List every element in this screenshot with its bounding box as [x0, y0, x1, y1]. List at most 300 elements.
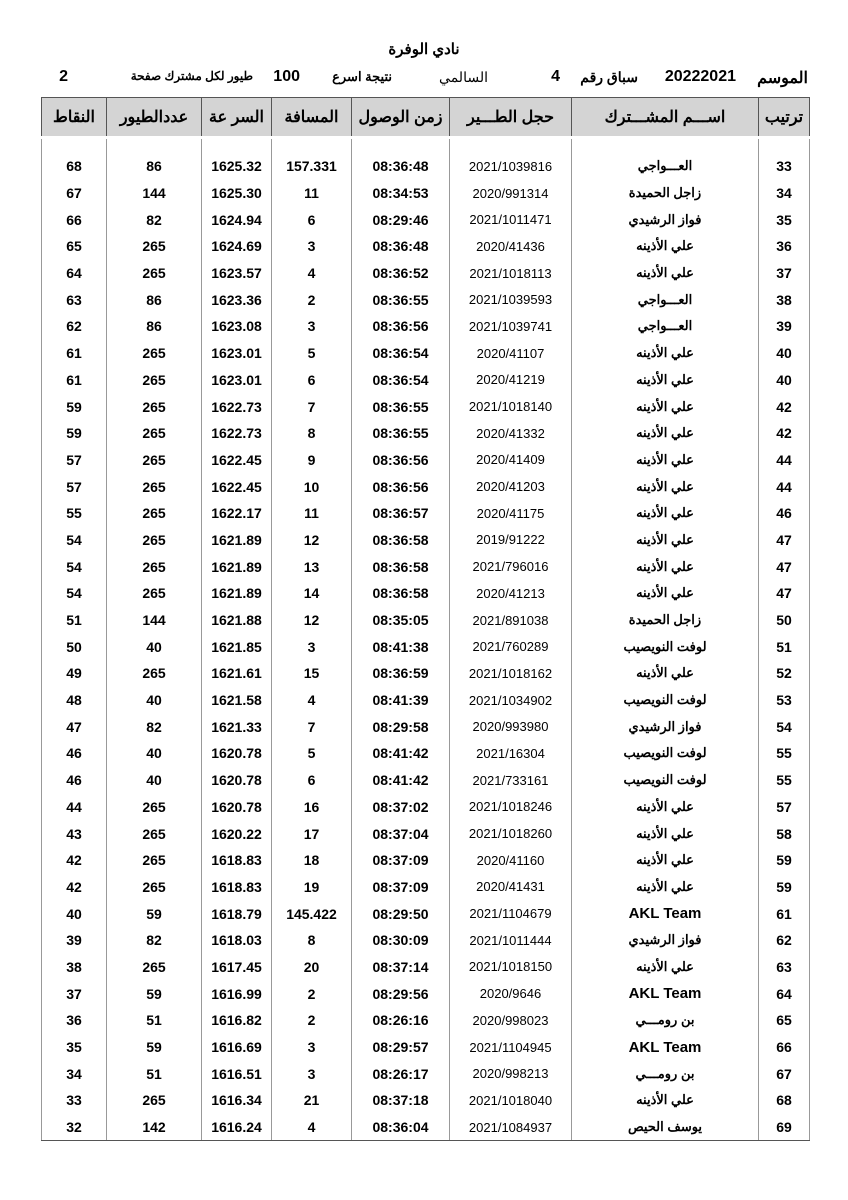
- cell-arrival-time: 08:36:58: [352, 580, 450, 607]
- race-info: [48, 68, 808, 90]
- cell-bird-count: 265: [107, 580, 202, 607]
- table-row: [42, 260, 810, 287]
- cell-arrival-time: 08:29:57: [352, 1034, 450, 1061]
- cell-distance: 21: [272, 1087, 352, 1114]
- spacer-cell: [107, 138, 202, 154]
- cell-bird-count: 265: [107, 954, 202, 981]
- cell-rank: 44: [759, 473, 810, 500]
- cell-arrival-time: 08:29:50: [352, 900, 450, 927]
- cell-member-name: زاجل الحميدة: [572, 180, 759, 207]
- cell-speed: 1620.22: [202, 820, 272, 847]
- cell-member-name: لوفت النويصيب: [572, 687, 759, 714]
- spacer-cell: [202, 138, 272, 154]
- table-row: [42, 607, 810, 634]
- table-row: [42, 713, 810, 740]
- cell-distance: 3: [272, 1034, 352, 1061]
- cell-bird-count: 265: [107, 847, 202, 874]
- cell-arrival-time: 08:41:42: [352, 740, 450, 767]
- cell-points: 49: [42, 660, 107, 687]
- cell-member-name: علي الأذينه: [572, 340, 759, 367]
- cell-rank: 34: [759, 180, 810, 207]
- cell-bird-count: 265: [107, 340, 202, 367]
- cell-ring-number: 2020/41436: [450, 233, 572, 260]
- cell-points: 42: [42, 874, 107, 901]
- cell-member-name: علي الأذينه: [572, 233, 759, 260]
- cell-points: 42: [42, 847, 107, 874]
- cell-bird-count: 59: [107, 1034, 202, 1061]
- table-row: [42, 900, 810, 927]
- race-label: سباق رقم: [580, 69, 638, 85]
- cell-arrival-time: 08:37:14: [352, 954, 450, 981]
- cell-ring-number: 2021/1104679: [450, 900, 572, 927]
- cell-distance: 12: [272, 527, 352, 554]
- cell-arrival-time: 08:35:05: [352, 607, 450, 634]
- cell-arrival-time: 08:37:04: [352, 820, 450, 847]
- cell-rank: 59: [759, 847, 810, 874]
- fastest-label: نتيجة اسرع: [332, 69, 392, 84]
- column-header-speed: السر عة: [202, 98, 272, 138]
- cell-bird-count: 265: [107, 447, 202, 474]
- cell-ring-number: 2021/891038: [450, 607, 572, 634]
- cell-member-name: علي الأذينه: [572, 794, 759, 821]
- cell-speed: 1622.45: [202, 447, 272, 474]
- cell-arrival-time: 08:37:18: [352, 1087, 450, 1114]
- cell-arrival-time: 08:36:56: [352, 473, 450, 500]
- cell-speed: 1621.89: [202, 527, 272, 554]
- cell-arrival-time: 08:41:38: [352, 633, 450, 660]
- fastest-count: 100: [273, 68, 300, 85]
- table-row: [42, 1114, 810, 1141]
- page-number: 2: [59, 68, 68, 85]
- cell-distance: 5: [272, 340, 352, 367]
- cell-points: 57: [42, 447, 107, 474]
- table-row: [42, 233, 810, 260]
- cell-bird-count: 144: [107, 607, 202, 634]
- cell-ring-number: 2020/41175: [450, 500, 572, 527]
- cell-ring-number: 2020/41219: [450, 367, 572, 394]
- table-row: [42, 286, 810, 313]
- cell-speed: 1618.03: [202, 927, 272, 954]
- season-label: الموسم: [757, 70, 808, 87]
- cell-speed: 1623.01: [202, 367, 272, 394]
- cell-member-name: علي الأذينه: [572, 553, 759, 580]
- cell-speed: 1621.58: [202, 687, 272, 714]
- cell-rank: 67: [759, 1060, 810, 1087]
- cell-points: 48: [42, 687, 107, 714]
- cell-rank: 47: [759, 527, 810, 554]
- cell-bird-count: 59: [107, 980, 202, 1007]
- cell-arrival-time: 08:36:56: [352, 313, 450, 340]
- cell-ring-number: 2021/1011471: [450, 206, 572, 233]
- cell-ring-number: 2020/41213: [450, 580, 572, 607]
- cell-points: 61: [42, 340, 107, 367]
- cell-ring-number: 2021/1018140: [450, 393, 572, 420]
- cell-distance: 20: [272, 954, 352, 981]
- cell-arrival-time: 08:41:42: [352, 767, 450, 794]
- cell-arrival-time: 08:29:46: [352, 206, 450, 233]
- cell-member-name: لوفت النويصيب: [572, 767, 759, 794]
- column-header-arrival-time: زمن الوصول: [352, 98, 450, 138]
- cell-arrival-time: 08:29:56: [352, 980, 450, 1007]
- table-row: [42, 874, 810, 901]
- cell-distance: 9: [272, 447, 352, 474]
- cell-distance: 2: [272, 286, 352, 313]
- table-row: [42, 767, 810, 794]
- cell-speed: 1623.57: [202, 260, 272, 287]
- table-row: [42, 447, 810, 474]
- spacer-cell: [272, 138, 352, 154]
- cell-member-name: فواز الرشيدي: [572, 927, 759, 954]
- cell-arrival-time: 08:36:54: [352, 367, 450, 394]
- cell-arrival-time: 08:36:48: [352, 233, 450, 260]
- cell-distance: 5: [272, 740, 352, 767]
- table-row: [42, 1060, 810, 1087]
- cell-ring-number: 2021/1018162: [450, 660, 572, 687]
- cell-speed: 1621.88: [202, 607, 272, 634]
- cell-member-name: علي الأذينه: [572, 393, 759, 420]
- spacer-cell: [759, 138, 810, 154]
- cell-member-name: علي الأذينه: [572, 473, 759, 500]
- column-header-rank: ترتيب: [759, 98, 810, 138]
- cell-speed: 1617.45: [202, 954, 272, 981]
- cell-points: 32: [42, 1114, 107, 1141]
- cell-ring-number: 2021/1039593: [450, 286, 572, 313]
- cell-member-name: العـــواجي: [572, 313, 759, 340]
- cell-member-name: AKL Team: [572, 900, 759, 927]
- cell-distance: 157.331: [272, 153, 352, 180]
- cell-rank: 55: [759, 767, 810, 794]
- cell-rank: 64: [759, 980, 810, 1007]
- spacer-row: [42, 138, 810, 154]
- cell-ring-number: 2020/41203: [450, 473, 572, 500]
- cell-speed: 1616.82: [202, 1007, 272, 1034]
- cell-bird-count: 265: [107, 473, 202, 500]
- cell-speed: 1623.01: [202, 340, 272, 367]
- cell-rank: 59: [759, 874, 810, 901]
- column-header-distance: المسافة: [272, 98, 352, 138]
- cell-bird-count: 265: [107, 527, 202, 554]
- cell-rank: 39: [759, 313, 810, 340]
- cell-points: 34: [42, 1060, 107, 1087]
- cell-rank: 47: [759, 580, 810, 607]
- cell-arrival-time: 08:36:48: [352, 153, 450, 180]
- table-row: [42, 580, 810, 607]
- cell-rank: 61: [759, 900, 810, 927]
- cell-arrival-time: 08:36:55: [352, 420, 450, 447]
- cell-bird-count: 265: [107, 820, 202, 847]
- cell-member-name: العـــواجي: [572, 153, 759, 180]
- cell-bird-count: 40: [107, 767, 202, 794]
- cell-arrival-time: 08:26:16: [352, 1007, 450, 1034]
- cell-points: 39: [42, 927, 107, 954]
- table-row: [42, 820, 810, 847]
- cell-speed: 1616.99: [202, 980, 272, 1007]
- table-row: [42, 740, 810, 767]
- per-member-label: طيور لكل مشترك صفحة: [130, 69, 253, 83]
- cell-member-name: AKL Team: [572, 980, 759, 1007]
- cell-bird-count: 265: [107, 233, 202, 260]
- cell-member-name: علي الأذينه: [572, 580, 759, 607]
- table-row: [42, 527, 810, 554]
- cell-points: 59: [42, 393, 107, 420]
- cell-bird-count: 82: [107, 713, 202, 740]
- cell-bird-count: 82: [107, 206, 202, 233]
- cell-bird-count: 51: [107, 1007, 202, 1034]
- cell-points: 33: [42, 1087, 107, 1114]
- cell-points: 68: [42, 153, 107, 180]
- cell-distance: 6: [272, 767, 352, 794]
- cell-member-name: علي الأذينه: [572, 500, 759, 527]
- cell-member-name: بن رومـــي: [572, 1060, 759, 1087]
- cell-arrival-time: 08:36:04: [352, 1114, 450, 1141]
- cell-member-name: علي الأذينه: [572, 420, 759, 447]
- cell-points: 65: [42, 233, 107, 260]
- cell-ring-number: 2021/1034902: [450, 687, 572, 714]
- cell-points: 35: [42, 1034, 107, 1061]
- cell-arrival-time: 08:29:58: [352, 713, 450, 740]
- cell-points: 67: [42, 180, 107, 207]
- cell-bird-count: 265: [107, 260, 202, 287]
- spacer-cell: [352, 138, 450, 154]
- cell-bird-count: 40: [107, 740, 202, 767]
- cell-arrival-time: 08:36:54: [352, 340, 450, 367]
- cell-ring-number: 2020/41107: [450, 340, 572, 367]
- cell-rank: 68: [759, 1087, 810, 1114]
- cell-bird-count: 86: [107, 313, 202, 340]
- cell-points: 63: [42, 286, 107, 313]
- cell-bird-count: 144: [107, 180, 202, 207]
- table-row: [42, 500, 810, 527]
- cell-points: 44: [42, 794, 107, 821]
- cell-points: 38: [42, 954, 107, 981]
- cell-ring-number: 2019/91222: [450, 527, 572, 554]
- cell-member-name: فواز الرشيدي: [572, 206, 759, 233]
- table-row: [42, 954, 810, 981]
- cell-distance: 3: [272, 633, 352, 660]
- cell-rank: 36: [759, 233, 810, 260]
- cell-points: 47: [42, 713, 107, 740]
- table-row: [42, 633, 810, 660]
- cell-arrival-time: 08:34:53: [352, 180, 450, 207]
- cell-bird-count: 265: [107, 1087, 202, 1114]
- cell-points: 57: [42, 473, 107, 500]
- cell-distance: 7: [272, 393, 352, 420]
- table-row: [42, 847, 810, 874]
- cell-rank: 42: [759, 420, 810, 447]
- cell-points: 43: [42, 820, 107, 847]
- cell-distance: 19: [272, 874, 352, 901]
- cell-ring-number: 2021/16304: [450, 740, 572, 767]
- cell-distance: 11: [272, 500, 352, 527]
- cell-distance: 3: [272, 1060, 352, 1087]
- cell-distance: 145.422: [272, 900, 352, 927]
- cell-rank: 42: [759, 393, 810, 420]
- cell-bird-count: 265: [107, 660, 202, 687]
- cell-distance: 8: [272, 420, 352, 447]
- race-location: السالمي: [439, 69, 488, 85]
- cell-member-name: العـــواجي: [572, 286, 759, 313]
- cell-bird-count: 265: [107, 553, 202, 580]
- column-header-points: النقاط: [42, 98, 107, 138]
- cell-rank: 52: [759, 660, 810, 687]
- cell-speed: 1621.89: [202, 553, 272, 580]
- cell-bird-count: 265: [107, 367, 202, 394]
- cell-speed: 1620.78: [202, 767, 272, 794]
- cell-arrival-time: 08:30:09: [352, 927, 450, 954]
- cell-arrival-time: 08:41:39: [352, 687, 450, 714]
- cell-points: 62: [42, 313, 107, 340]
- cell-arrival-time: 08:36:52: [352, 260, 450, 287]
- cell-ring-number: 2021/1084937: [450, 1114, 572, 1141]
- cell-bird-count: 265: [107, 500, 202, 527]
- cell-rank: 69: [759, 1114, 810, 1141]
- cell-points: 54: [42, 580, 107, 607]
- cell-ring-number: 2021/1018150: [450, 954, 572, 981]
- cell-points: 51: [42, 607, 107, 634]
- table-row: [42, 180, 810, 207]
- cell-points: 66: [42, 206, 107, 233]
- cell-arrival-time: 08:36:58: [352, 553, 450, 580]
- cell-member-name: علي الأذينه: [572, 447, 759, 474]
- cell-speed: 1621.33: [202, 713, 272, 740]
- cell-speed: 1616.24: [202, 1114, 272, 1141]
- cell-rank: 50: [759, 607, 810, 634]
- cell-rank: 37: [759, 260, 810, 287]
- cell-bird-count: 86: [107, 153, 202, 180]
- cell-distance: 13: [272, 553, 352, 580]
- cell-speed: 1616.34: [202, 1087, 272, 1114]
- cell-member-name: لوفت النويصيب: [572, 740, 759, 767]
- cell-bird-count: 142: [107, 1114, 202, 1141]
- cell-points: 54: [42, 527, 107, 554]
- cell-arrival-time: 08:36:56: [352, 447, 450, 474]
- table-row: [42, 1034, 810, 1061]
- cell-points: 37: [42, 980, 107, 1007]
- spacer-cell: [42, 138, 107, 154]
- cell-ring-number: 2021/1018246: [450, 794, 572, 821]
- cell-bird-count: 265: [107, 874, 202, 901]
- results-table: [41, 97, 810, 1141]
- cell-member-name: يوسف الحيص: [572, 1114, 759, 1141]
- cell-speed: 1620.78: [202, 794, 272, 821]
- table-row: [42, 206, 810, 233]
- cell-speed: 1622.73: [202, 393, 272, 420]
- column-header-bird-count: عددالطيور: [107, 98, 202, 138]
- cell-distance: 2: [272, 980, 352, 1007]
- cell-rank: 38: [759, 286, 810, 313]
- cell-bird-count: 265: [107, 420, 202, 447]
- cell-points: 50: [42, 633, 107, 660]
- cell-points: 36: [42, 1007, 107, 1034]
- cell-distance: 3: [272, 233, 352, 260]
- cell-member-name: علي الأذينه: [572, 847, 759, 874]
- cell-speed: 1621.61: [202, 660, 272, 687]
- cell-ring-number: 2021/1018260: [450, 820, 572, 847]
- cell-arrival-time: 08:26:17: [352, 1060, 450, 1087]
- cell-member-name: علي الأذينه: [572, 820, 759, 847]
- table-row: [42, 687, 810, 714]
- cell-distance: 6: [272, 206, 352, 233]
- cell-points: 64: [42, 260, 107, 287]
- cell-points: 55: [42, 500, 107, 527]
- cell-ring-number: 2021/1039816: [450, 153, 572, 180]
- cell-points: 54: [42, 553, 107, 580]
- cell-ring-number: 2020/41431: [450, 874, 572, 901]
- cell-distance: 4: [272, 1114, 352, 1141]
- table-row: [42, 393, 810, 420]
- column-header-member-name: اســـم المشـــترك: [572, 98, 759, 138]
- cell-arrival-time: 08:36:59: [352, 660, 450, 687]
- cell-ring-number: 2020/998023: [450, 1007, 572, 1034]
- season-value: 20222021: [664, 68, 736, 85]
- cell-points: 61: [42, 367, 107, 394]
- cell-speed: 1625.32: [202, 153, 272, 180]
- cell-distance: 4: [272, 687, 352, 714]
- cell-arrival-time: 08:36:57: [352, 500, 450, 527]
- cell-rank: 40: [759, 340, 810, 367]
- cell-member-name: علي الأذينه: [572, 367, 759, 394]
- cell-distance: 10: [272, 473, 352, 500]
- cell-points: 59: [42, 420, 107, 447]
- cell-ring-number: 2021/796016: [450, 553, 572, 580]
- cell-distance: 7: [272, 713, 352, 740]
- cell-ring-number: 2020/41160: [450, 847, 572, 874]
- table-row: [42, 1007, 810, 1034]
- cell-rank: 66: [759, 1034, 810, 1061]
- cell-member-name: علي الأذينه: [572, 527, 759, 554]
- cell-bird-count: 40: [107, 687, 202, 714]
- cell-distance: 15: [272, 660, 352, 687]
- header-row: [42, 98, 810, 138]
- table-row: [42, 153, 810, 180]
- cell-speed: 1622.45: [202, 473, 272, 500]
- cell-bird-count: 82: [107, 927, 202, 954]
- cell-ring-number: 2021/1104945: [450, 1034, 572, 1061]
- cell-arrival-time: 08:36:55: [352, 393, 450, 420]
- table-row: [42, 980, 810, 1007]
- cell-ring-number: 2021/1018113: [450, 260, 572, 287]
- cell-arrival-time: 08:36:55: [352, 286, 450, 313]
- cell-arrival-time: 08:37:02: [352, 794, 450, 821]
- cell-distance: 18: [272, 847, 352, 874]
- cell-member-name: فواز الرشيدي: [572, 713, 759, 740]
- cell-rank: 47: [759, 553, 810, 580]
- cell-ring-number: 2020/9646: [450, 980, 572, 1007]
- cell-speed: 1618.79: [202, 900, 272, 927]
- cell-speed: 1623.08: [202, 313, 272, 340]
- cell-speed: 1623.36: [202, 286, 272, 313]
- table-row: [42, 420, 810, 447]
- cell-speed: 1621.85: [202, 633, 272, 660]
- cell-member-name: علي الأذينه: [572, 874, 759, 901]
- cell-speed: 1620.78: [202, 740, 272, 767]
- cell-rank: 54: [759, 713, 810, 740]
- cell-distance: 8: [272, 927, 352, 954]
- cell-speed: 1616.69: [202, 1034, 272, 1061]
- race-number: 4: [551, 68, 560, 85]
- cell-ring-number: 2020/993980: [450, 713, 572, 740]
- cell-speed: 1618.83: [202, 874, 272, 901]
- table-row: [42, 367, 810, 394]
- cell-distance: 4: [272, 260, 352, 287]
- cell-ring-number: 2021/760289: [450, 633, 572, 660]
- cell-ring-number: 2021/1039741: [450, 313, 572, 340]
- cell-distance: 17: [272, 820, 352, 847]
- column-header-ring-number: حجل الطـــير: [450, 98, 572, 138]
- cell-arrival-time: 08:37:09: [352, 847, 450, 874]
- cell-member-name: علي الأذينه: [572, 954, 759, 981]
- cell-rank: 51: [759, 633, 810, 660]
